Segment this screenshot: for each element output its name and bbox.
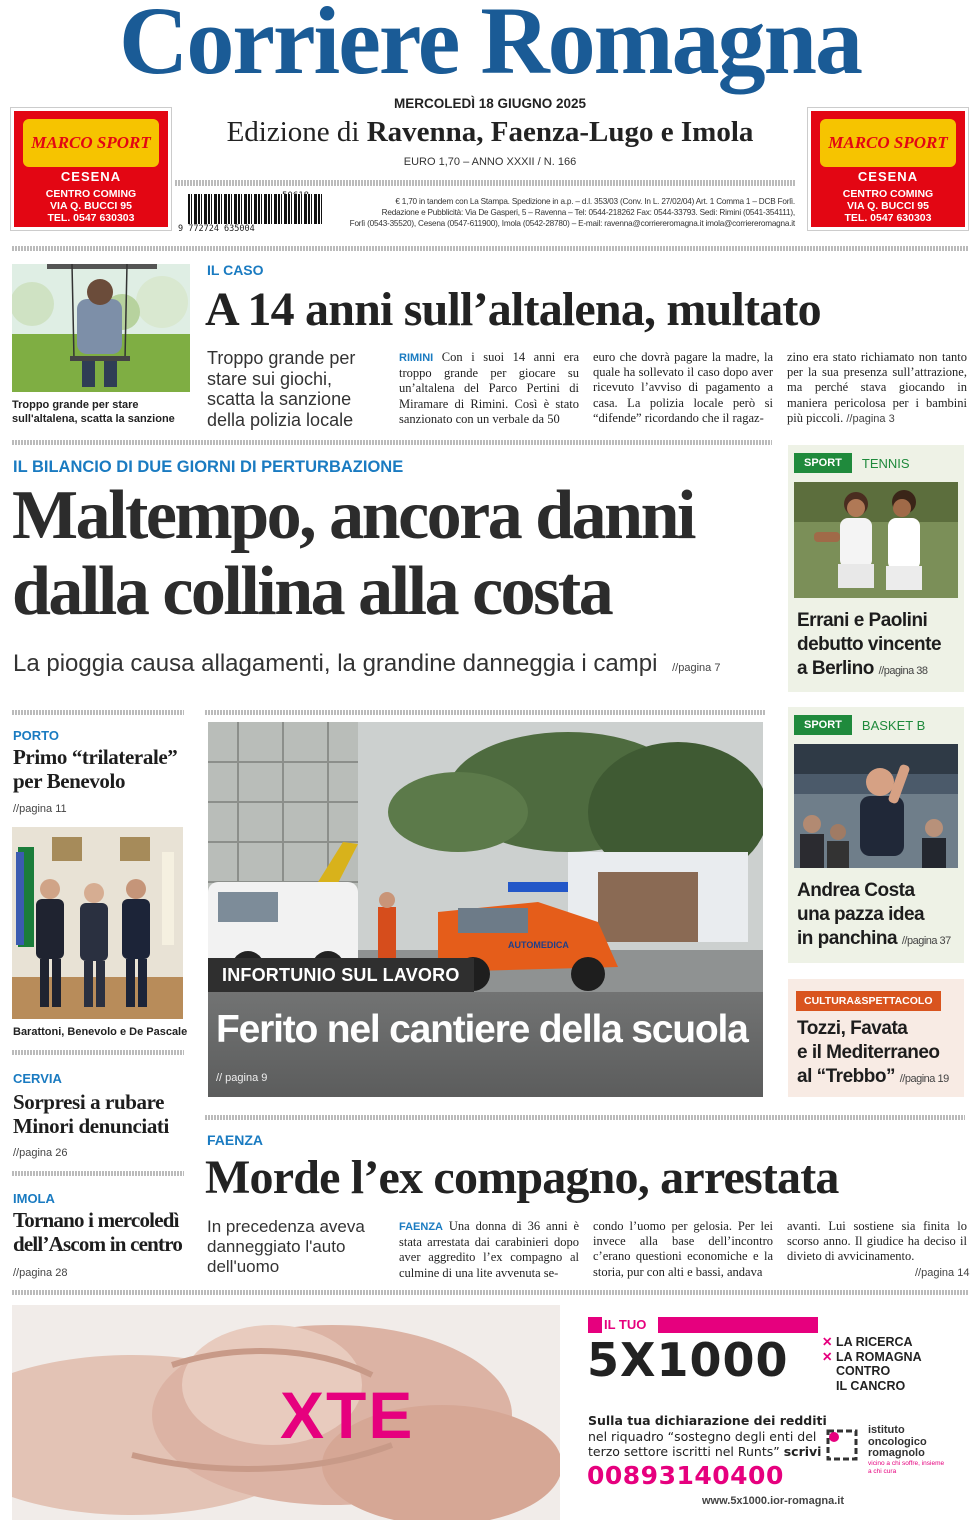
faenza-col-3: avanti. Lui sostiene sia finita lo scorso anno. Il giudice ha deciso il divieto di avvicinamento. xyxy=(787,1219,967,1264)
altalena-summary: Troppo grande per stare sui giochi, scatta la sanzione della polizia locale xyxy=(207,348,356,430)
xte-logo: XTE xyxy=(280,1378,415,1452)
barcode-bars xyxy=(188,194,323,224)
org-1: istituto xyxy=(868,1424,905,1436)
cervia-kicker: CERVIA xyxy=(13,1071,62,1086)
center-rule xyxy=(205,710,765,715)
three-men-illustration xyxy=(12,827,183,1019)
side-basket-box[interactable] xyxy=(788,707,964,963)
ad-body-2: nel riquadro “sostegno degli enti del xyxy=(588,1428,817,1444)
cantiere-headline[interactable]: Ferito nel cantiere della scuola xyxy=(216,1008,748,1051)
tennis-title xyxy=(797,609,962,683)
top-rule xyxy=(12,246,968,251)
ad-line-2: VIA Q. BUCCI 95 xyxy=(847,200,929,212)
ad-causes xyxy=(822,1335,922,1393)
masthead-rule xyxy=(175,180,795,186)
faenza-rule xyxy=(205,1115,965,1120)
vehicle-label: AUTOMEDICA xyxy=(508,940,569,950)
cultura-title-line-2: e il Mediterraneo xyxy=(797,1042,940,1063)
tennis-title-line-2: debutto vincente xyxy=(797,634,942,655)
altalena-page-ref[interactable]: //pagina 3 xyxy=(846,412,895,425)
ior-ad[interactable] xyxy=(12,1305,968,1520)
il-tuo-label: IL TUO xyxy=(602,1317,658,1333)
ad-city: CESENA xyxy=(60,169,122,184)
porto-title-line-1: Primo “trilaterale” xyxy=(13,745,178,769)
ad-line-3: TEL. 0547 630303 xyxy=(47,212,135,224)
maltempo-headline-line-2: dalla collina alla costa xyxy=(12,553,612,630)
org-3: romagnolo xyxy=(868,1447,925,1459)
org-2: oncologico xyxy=(868,1435,927,1448)
swing-photo[interactable] xyxy=(12,264,190,392)
cause-3: CONTRO xyxy=(836,1364,891,1378)
porto-title-line-2: per Benevolo xyxy=(13,769,126,793)
left-rule-2 xyxy=(12,1050,184,1055)
masthead-info xyxy=(345,196,795,229)
cervia-title[interactable] xyxy=(13,1090,193,1138)
basket-subtag: BASKET B xyxy=(861,717,926,733)
maltempo-kicker: IL BILANCIO DI DUE GIORNI DI PERTURBAZIONE xyxy=(13,458,404,476)
info-line-2: Redazione e Pubblicità: Via De Gasperi, 5 – Ravenna – Tel: 0544-218262 Fax: 0544-33793. Sedi: Rimini (0541-354111), xyxy=(381,208,795,217)
porto-photo[interactable] xyxy=(12,827,183,1019)
imola-title-line-2: dell’Ascom in centro xyxy=(13,1232,183,1256)
tennis-photo[interactable] xyxy=(794,482,958,598)
ior-org xyxy=(868,1425,948,1476)
cause-2: ✕ LA ROMAGNA xyxy=(822,1349,922,1364)
tennis-title-line-3 xyxy=(797,657,962,683)
cultura-page-ref[interactable]: //pagina 19 xyxy=(899,1073,949,1085)
swing-illustration xyxy=(12,264,190,392)
ad-website[interactable]: www.5x1000.ior-romagna.it xyxy=(702,1495,845,1507)
altalena-col-3 xyxy=(787,350,967,427)
faenza-summary: In precedenza aveva danneggiato l'auto dell'uomo xyxy=(207,1217,365,1276)
faenza-col-1 xyxy=(399,1219,579,1281)
ad-brand: MARCO SPORT xyxy=(31,133,151,152)
barcode xyxy=(178,191,278,234)
masthead-date: MERCOLEDÌ 18 GIUGNO 2025 xyxy=(393,96,587,111)
sport-tag: SPORT xyxy=(794,715,852,735)
place-label: FAENZA xyxy=(399,1221,443,1233)
cultura-title-line-1: Tozzi, Favata xyxy=(797,1018,908,1039)
ad-line-1: CENTRO COMING xyxy=(842,188,934,200)
cantiere-page-ref[interactable]: // pagina 9 xyxy=(216,1072,268,1084)
ad-line-1: CENTRO COMING xyxy=(45,188,137,200)
masthead-edition xyxy=(180,116,800,149)
rule-2 xyxy=(12,440,772,445)
left-rule-3 xyxy=(12,1171,184,1176)
faenza-page-ref[interactable]: //pagina 14 xyxy=(915,1267,970,1279)
edition-cities: Ravenna, Faenza-Lugo e Imola xyxy=(366,116,754,148)
porto-title[interactable] xyxy=(13,745,188,793)
ad-body xyxy=(588,1413,827,1460)
org-tag: vicino a chi soffre, insieme a chi cura xyxy=(868,1459,945,1475)
cultura-title-line-3-text: al “Trebbo” xyxy=(797,1066,895,1087)
maltempo-summary xyxy=(13,650,773,678)
basket-title-line-3-text: in panchina xyxy=(797,928,898,949)
bottom-rule xyxy=(12,1290,968,1295)
tennis-page-ref[interactable]: //pagina 38 xyxy=(878,665,928,677)
cervia-page-ref[interactable]: //pagina 26 xyxy=(13,1147,68,1159)
ad-logo-plate xyxy=(820,119,956,167)
cultura-tag: CULTURA&SPETTACOLO xyxy=(796,991,941,1011)
basket-tags xyxy=(794,715,925,735)
porto-photo-caption: Barattoni, Benevolo e De Pascale xyxy=(13,1026,188,1038)
cause-2-text: LA ROMAGNA xyxy=(835,1349,922,1364)
barcode-bottom-number: 9 772724 635004 xyxy=(178,224,255,234)
faenza-headline[interactable]: Morde l’ex compagno, arrestata xyxy=(205,1151,839,1204)
ad-logo-plate xyxy=(23,119,159,167)
basket-page-ref[interactable]: //pagina 37 xyxy=(901,935,951,947)
imola-kicker: IMOLA xyxy=(13,1191,55,1206)
place-label: RIMINI xyxy=(399,352,434,364)
5x1000-logo: 5X1000 xyxy=(587,1333,789,1387)
faenza-text-1: Una donna di 36 anni è stata arrestata dai carabinieri dopo aver aggredito l’ex compagno al culmine di una lite avvenuta se- xyxy=(399,1219,579,1280)
cantiere-kicker-bar xyxy=(208,958,474,992)
ad-body-3-scrivi: scrivi xyxy=(783,1444,822,1459)
info-line-3: Forlì (0543-35520), Cesena (0547-611900), Imola (0542-28780) – E-mail: ravenna@corriereromagna.it imola@corriereromagna.it xyxy=(349,219,795,228)
ad-line-2: VIA Q. BUCCI 95 xyxy=(50,200,132,212)
altalena-text-1: Con i suoi 14 anni era troppo grande per giocare su un’altalena del Parco Pertini di Miramare di Rimini. Così è stato sanzionato con un verbale da 50 xyxy=(399,350,579,426)
faenza-col-2: condo l’uomo per gelosia. Per lei invece alla base dell’incontro c’erano questioni economiche e la storia, pur con alti e bassi, andava xyxy=(593,1219,773,1279)
tennis-subtag: TENNIS xyxy=(861,455,910,471)
ad-marcosport-left[interactable] xyxy=(11,108,171,230)
basket-title-line-1: Andrea Costa xyxy=(797,880,915,901)
fiscal-code: 00893140400 xyxy=(587,1461,784,1490)
basketball-coach-illustration xyxy=(794,744,958,868)
cultura-title-line-3 xyxy=(797,1065,962,1091)
ad-line-3: TEL. 0547 630303 xyxy=(844,212,932,224)
cause-4: IL CANCRO xyxy=(836,1378,906,1393)
maltempo-summary-text: La pioggia causa allagamenti, la grandine danneggia i campi xyxy=(13,650,658,677)
tennis-tags xyxy=(794,453,910,473)
basket-title-line-2: una pazza idea xyxy=(797,904,925,925)
side-tennis-box[interactable] xyxy=(788,445,964,692)
ad-body-3-text: terzo settore iscritti nel Runts” xyxy=(588,1444,780,1459)
porto-kicker: PORTO xyxy=(13,728,59,743)
tennis-title-line-3-text: a Berlino xyxy=(797,658,874,679)
left-rule-1 xyxy=(12,710,184,715)
cause-1-text: LA RICERCA xyxy=(835,1335,913,1349)
ior-symbol xyxy=(824,1427,860,1463)
swing-photo-caption: Troppo grande per stare sull'altalena, scatta la sanzione xyxy=(12,399,175,425)
faenza-kicker: FAENZA xyxy=(207,1132,263,1148)
cantiere-kicker: INFORTUNIO SUL LAVORO xyxy=(222,964,460,985)
basket-photo[interactable] xyxy=(794,744,958,868)
ad-city: CESENA xyxy=(857,169,919,184)
altalena-headline[interactable]: A 14 anni sull’altalena, multato xyxy=(205,283,821,336)
info-line-1: € 1,70 in tandem con La Stampa. Spedizione in a.p. – d.l. 353/03 (Conv. In L. 27/02/04) Art. 1 Comma 1 – DCB Forlì. xyxy=(395,197,795,206)
side-cultura-box[interactable] xyxy=(788,979,964,1097)
maltempo-headline-line-1: Maltempo, ancora danni xyxy=(12,477,694,554)
ad-body-1: Sulla tua dichiarazione dei redditi xyxy=(588,1413,827,1428)
imola-title-line-1: Tornano i mercoledì xyxy=(13,1208,179,1232)
tennis-title-line-1: Errani e Paolini xyxy=(797,610,928,631)
price-line: EURO 1,70 – ANNO XXXII / N. 166 xyxy=(403,156,577,168)
ior-logo-icon xyxy=(824,1427,860,1463)
cultura-title xyxy=(797,1017,962,1091)
edition-prefix: Edizione di xyxy=(226,116,360,148)
cause-1: ✕ LA RICERCA xyxy=(822,1335,913,1349)
masthead-title[interactable]: Corriere Romagna xyxy=(119,0,861,94)
imola-page-ref[interactable]: //pagina 28 xyxy=(13,1267,68,1279)
imola-title[interactable] xyxy=(13,1208,198,1256)
ad-marcosport-right[interactable] xyxy=(808,108,968,230)
sport-tag: SPORT xyxy=(794,453,852,473)
basket-title xyxy=(797,879,962,953)
tennis-players-illustration xyxy=(794,482,958,598)
altalena-col-2: euro che dovrà pagare la madre, la quale ha sollevato il caso dopo aver ricevuto l’avviso di pagamento a casa. La polizia locale però si “difende” ricordando che il ragaz- xyxy=(593,350,773,425)
maltempo-page-ref[interactable]: //pagina 7 xyxy=(672,662,721,674)
altalena-text-3: zino era stato richiamato non tanto per la sua presenza sull’attrazione, ma perché stava giocando in maniera pericolosa per i bambini più piccoli. xyxy=(787,350,967,425)
ad-brand: MARCO SPORT xyxy=(828,133,948,152)
porto-page-ref[interactable]: //pagina 11 xyxy=(13,803,67,815)
altalena-col-1 xyxy=(399,350,579,427)
il-tuo-bar xyxy=(588,1317,818,1333)
cervia-title-line-2: Minori denunciati xyxy=(13,1114,169,1138)
ad-body-3 xyxy=(588,1444,827,1460)
altalena-kicker: IL CASO xyxy=(207,262,264,278)
maltempo-headline[interactable] xyxy=(12,478,772,630)
basket-title-line-3 xyxy=(797,927,962,953)
cervia-title-line-1: Sorpresi a rubare xyxy=(13,1090,165,1114)
